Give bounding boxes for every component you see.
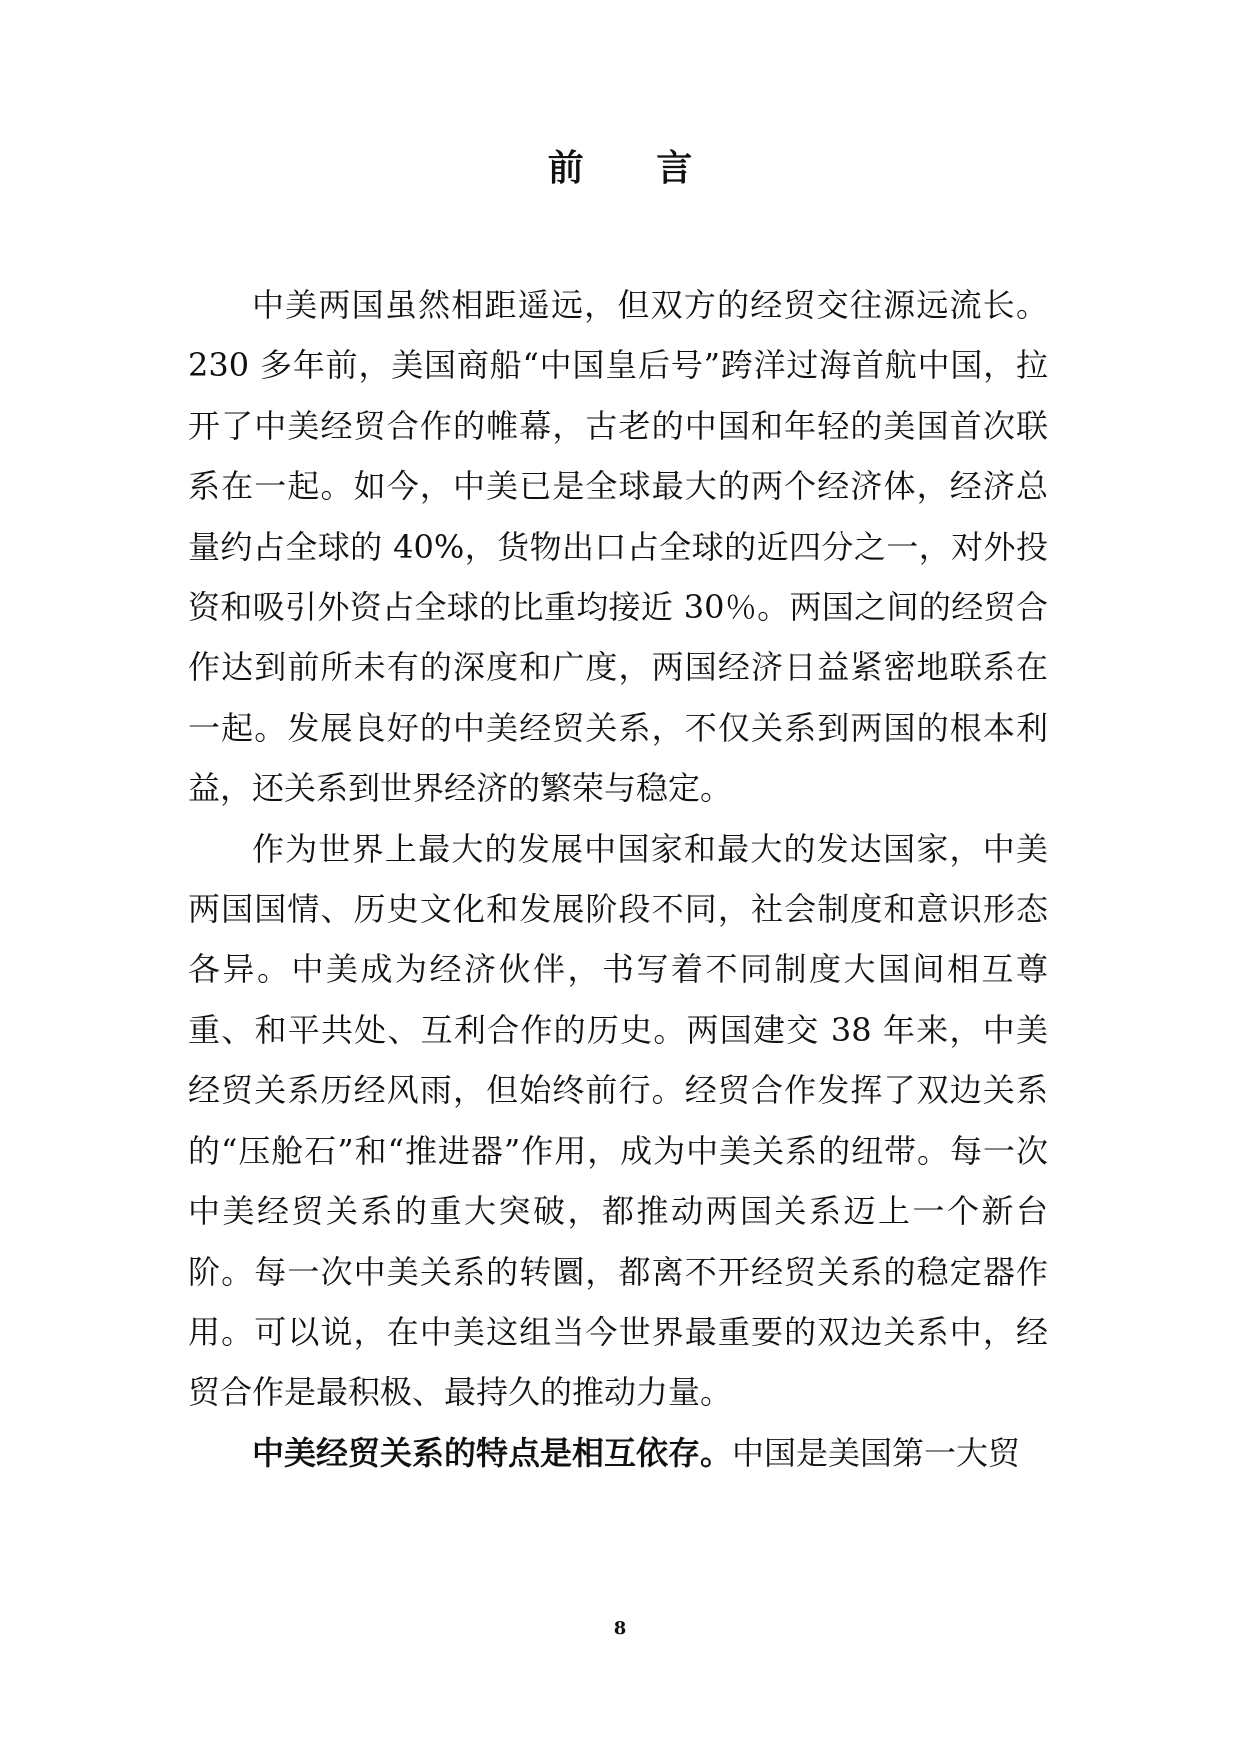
page-title: 前 言 bbox=[547, 147, 723, 189]
paragraph-2: 作为世界上最大的发展中国家和最大的发达国家，中美两国国情、历史文化和发展阶段不同，社会制度和意识形态各异。中美成为经济伙伴，书写着不同制度大国间相互尊重、和平共处、互利合作的历史。两国建交 38 年来，中美经贸关系历经风雨，但始终前行。经贸合作发挥了双边关系的“压舱石”和“推进器”作用，成为中美关系的纽带。每一次中美经贸关系的重大突破，都推动两国关系迈上一个新台阶。每一次中美关系的转圜，都离不开经贸关系的稳定器作用。可以说，在中美这组当今世界最重要的双边关系中，经贸合作是最积极、最持久的推动力量。 bbox=[188, 829, 1048, 1412]
paragraph-3 bbox=[188, 1423, 1048, 1483]
paragraph-1: 中美两国虽然相距遥远，但双方的经贸交往源远流长。230 多年前，美国商船“中国皇后号”跨洋过海首航中国，拉开了中美经贸合作的帷幕，古老的中国和年轻的美国首次联系在一起。如今，中美已是全球最大的两个经济体，经济总量约占全球的 40%，货物出口占全球的近四分之一，对外投资和吸引外资占全球的比重均接近 30％。两国之间的经贸合作达到前所未有的深度和广度，两国经济日益紧密地联系在一起。发展良好的中美经贸关系，不仅关系到两国的根本利益，还关系到世界经济的繁荣与稳定。 bbox=[188, 286, 1048, 808]
paragraph-3-lead: 中美经贸关系的特点是相互依存。 bbox=[252, 1433, 733, 1472]
document-body bbox=[188, 275, 1048, 1483]
page-number: 8 bbox=[613, 1618, 627, 1639]
paragraph-3-text: 中国是美国第一大贸 bbox=[732, 1433, 1021, 1472]
